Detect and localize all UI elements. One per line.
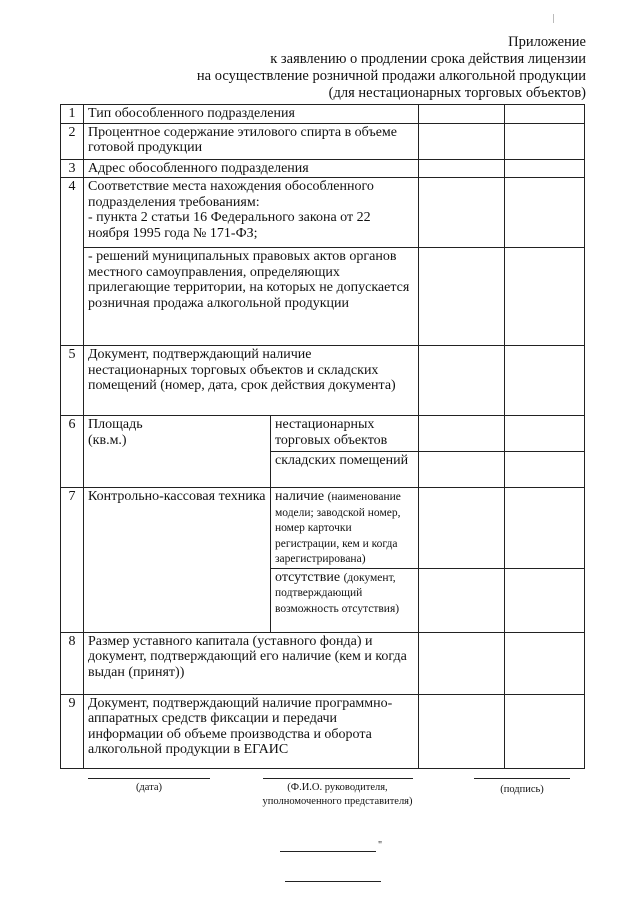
row-number: 4 [61,178,84,346]
header-line-application: к заявлению о продлении срока действия лицензии [270,51,586,67]
value-cell[interactable] [419,452,505,488]
document-header [197,34,586,102]
value-cell[interactable] [505,632,585,694]
value-cell[interactable] [505,159,585,178]
value-cell[interactable] [419,694,505,768]
row-label: Документ, подтверждающий наличие нестационарных торговых объектов и складских помещений (номер, дата, срок действия документа) [84,346,419,416]
value-cell[interactable] [419,105,505,124]
sub-label-main: отсутствие [275,569,341,585]
table-row-8 [61,632,585,694]
value-cell[interactable] [505,568,585,632]
appendix-form-table [60,104,585,769]
date-signature-field[interactable] [88,778,210,795]
row-label: - решений муниципальных правовых актов органов местного самоуправления, определяющих прилегающие территории, на которых не допускается розничная продажа алкогольной продукции [84,248,419,346]
value-cell[interactable] [419,416,505,452]
table-row-6a [61,416,585,452]
value-cell[interactable] [419,159,505,178]
value-cell[interactable] [505,248,585,346]
row-number: 1 [61,105,84,124]
header-line-appendix: Приложение [508,34,586,50]
value-cell[interactable] [419,568,505,632]
name-signature-field[interactable] [255,778,420,809]
value-cell[interactable] [419,123,505,159]
table-row-5 [61,346,585,416]
sign-line [474,778,570,779]
value-cell[interactable] [419,178,505,248]
table-row-2 [61,123,585,159]
row-label: Площадь (кв.м.) [84,416,271,488]
sign-label: (подпись) [500,784,544,795]
table-row-7a [61,488,585,569]
row-number: 2 [61,123,84,159]
value-cell[interactable] [505,346,585,416]
row-label: Процентное содержание этилового спирта в объеме готовой продукции [84,123,419,159]
sub-label [271,488,419,569]
table-row-3 [61,159,585,178]
sub-label: нестационарных торговых объектов [271,416,419,452]
table-row-9 [61,694,585,768]
bottom-line-1 [280,851,376,852]
value-cell[interactable] [419,248,505,346]
row-number: 3 [61,159,84,178]
header-line-objects: (для нестационарных торговых объектов) [328,85,586,101]
value-cell[interactable] [419,632,505,694]
bottom-line-2 [285,881,381,882]
sub-label [271,568,419,632]
sub-label: складских помещений [271,452,419,488]
value-cell[interactable] [505,178,585,248]
row-number: 7 [61,488,84,633]
date-label: (дата) [135,782,163,793]
value-cell[interactable] [419,488,505,569]
header-line-retail: на осуществление розничной продажи алкогольной продукции [196,68,586,84]
row-label: Адрес обособленного подразделения [84,159,419,178]
value-cell[interactable] [505,105,585,124]
row-number: 8 [61,632,84,694]
row-label: Контрольно-кассовая техника [84,488,271,633]
value-cell[interactable] [505,416,585,452]
value-cell[interactable] [505,694,585,768]
name-label: (Ф.И.О. руководителя, уполномоченного представителя) [262,782,413,807]
date-line [88,778,210,779]
row-label: Тип обособленного подразделения [84,105,419,124]
sub-label-main: наличие [275,489,325,504]
name-line [263,778,413,779]
table-row-1 [61,105,585,124]
sub-label-note: (наименование модели; заводской номер, номер карточки регистрации, кем и когда зарегистрирована) [275,491,401,565]
table-row-4a [61,178,585,248]
value-cell[interactable] [419,346,505,416]
row-number: 6 [61,416,84,488]
row-label: Соответствие места нахождения обособленного подразделения требованиям: - пункта 2 статьи 16 Федерального закона от 22 ноября 1995 года № 171-ФЗ; [84,178,419,248]
quote-mark: " [378,840,383,851]
table-row-4b [61,248,585,346]
value-cell[interactable] [505,123,585,159]
scan-mark [553,14,554,23]
value-cell[interactable] [505,488,585,569]
row-number: 9 [61,694,84,768]
row-label: Документ, подтверждающий наличие программно-аппаратных средств фиксации и передачи информации об объеме производства и оборота алкогольной продукции в ЕГАИС [84,694,419,768]
sign-signature-field[interactable] [472,778,572,797]
row-number: 5 [61,346,84,416]
row-label: Размер уставного капитала (уставного фонда) и документ, подтверждающий его наличие (кем и когда выдан (принят)) [84,632,419,694]
sub-label-note: (документ, подтверждающий возможность отсутствия) [275,571,400,615]
value-cell[interactable] [505,452,585,488]
